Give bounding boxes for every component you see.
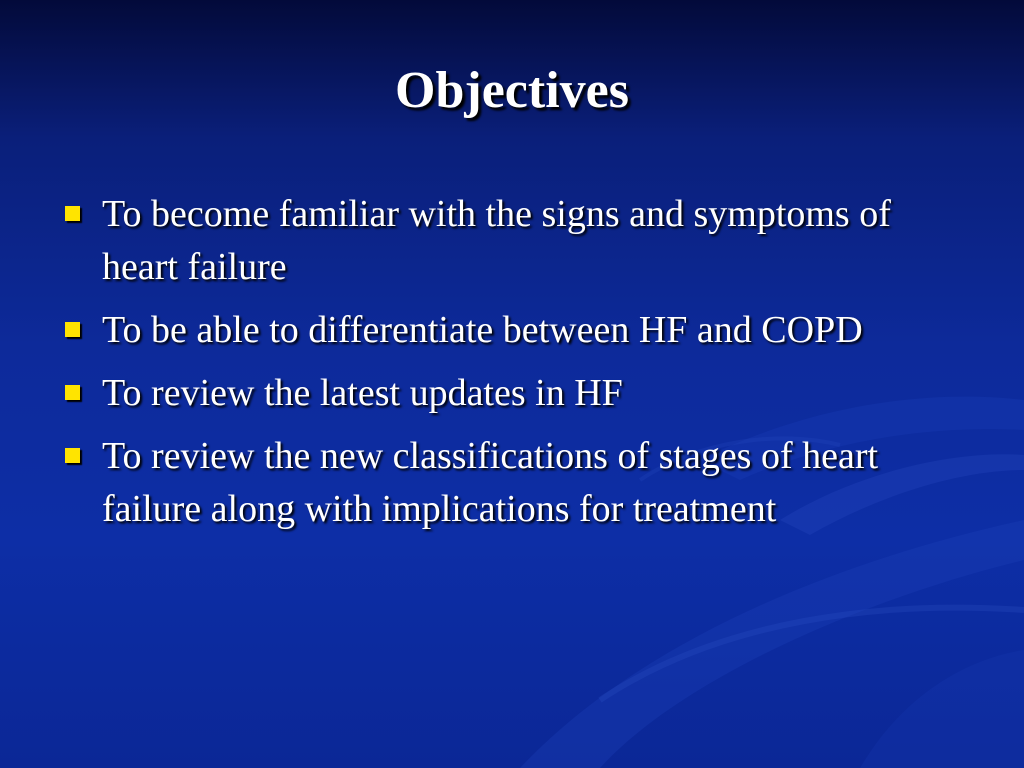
- square-bullet-icon: [65, 448, 80, 463]
- bullet-text: To review the latest updates in HF: [102, 372, 623, 414]
- square-bullet-icon: [65, 385, 80, 400]
- square-bullet-icon: [65, 322, 80, 337]
- objectives-list: [62, 188, 922, 546]
- list-item: [62, 367, 922, 420]
- list-item: [62, 430, 922, 536]
- slide-title: Objectives: [395, 62, 629, 119]
- list-item: [62, 188, 922, 294]
- square-bullet-icon: [65, 206, 80, 221]
- bullet-text: To review the new classifications of stages of heart failure along with implications for treatment: [102, 435, 879, 530]
- bullet-text: To be able to differentiate between HF and COPD: [102, 309, 863, 351]
- bullet-text: To become familiar with the signs and symptoms of heart failure: [102, 193, 891, 288]
- list-item: [62, 304, 922, 357]
